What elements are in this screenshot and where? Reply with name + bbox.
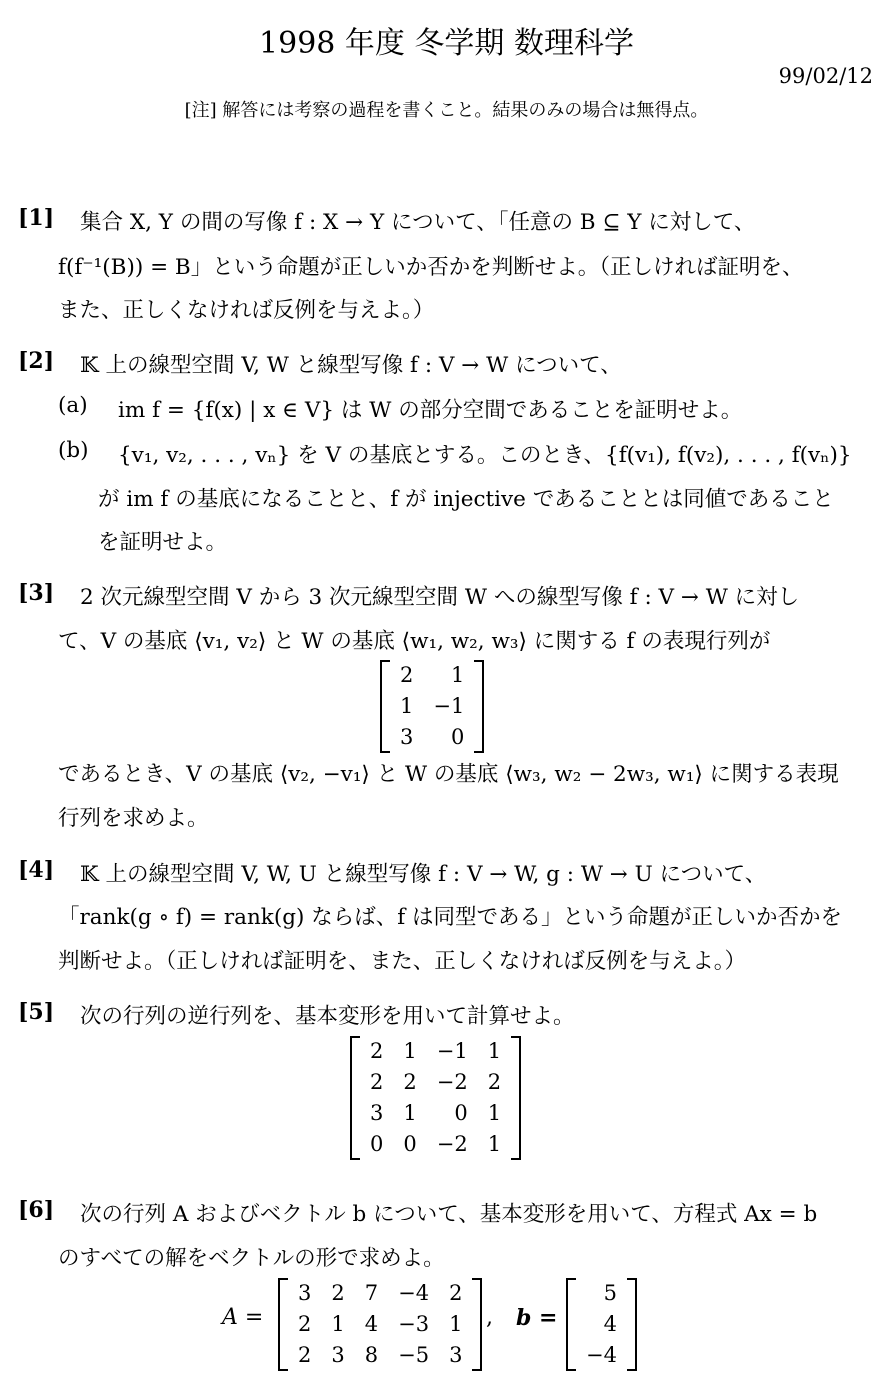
date: 99/02/12 xyxy=(778,64,873,88)
problem-2a-label: (a) xyxy=(58,393,88,418)
vector-b-label: b = xyxy=(516,1305,558,1331)
problem-6-line-2: のすべての解をベクトルの形で求めよ。 xyxy=(58,1246,445,1271)
matrix-row xyxy=(360,1036,511,1067)
matrix-row xyxy=(576,1340,627,1371)
matrix-cell: 5 xyxy=(603,1281,617,1305)
matrix-right-bracket xyxy=(627,1278,637,1371)
matrix-cell: 3 xyxy=(400,725,414,749)
matrix-cell: −1 xyxy=(433,694,465,718)
matrix-cell: −2 xyxy=(436,1070,468,1094)
problem-5-number: [5] xyxy=(18,999,55,1025)
page-title: 1998 年度 冬学期 数理科学 xyxy=(259,26,634,61)
matrix-row xyxy=(360,1098,511,1129)
matrix-cell: 2 xyxy=(403,1070,417,1094)
problem-2b-line-1: {v₁, v₂, . . . , vₙ} を V の基底とする。このとき、{f(v₁), f(v₂), . . . , f(vₙ)} xyxy=(118,443,852,468)
matrix-row xyxy=(360,1067,511,1098)
matrix-cell: 3 xyxy=(298,1281,312,1305)
vector-b xyxy=(566,1278,637,1371)
matrix-row xyxy=(390,722,474,753)
matrix-cell: 4 xyxy=(364,1312,379,1336)
matrix-cell: 0 xyxy=(450,725,465,749)
matrix-left-bracket xyxy=(566,1278,576,1371)
matrix-cell: 1 xyxy=(449,1312,463,1336)
matrix-cell: 7 xyxy=(364,1281,379,1305)
matrix-cell: 2 xyxy=(298,1312,312,1336)
problem-2a-text: im f = {f(x) | x ∈ V} は W の部分空間であることを証明せよ。 xyxy=(118,398,743,423)
matrix-cell: 3 xyxy=(370,1101,384,1125)
matrix-cell: 1 xyxy=(450,663,465,687)
matrix-a xyxy=(278,1278,482,1371)
matrix-right-bracket xyxy=(474,660,484,753)
matrix-cell: 3 xyxy=(449,1343,463,1367)
problem-5-matrix xyxy=(350,1036,521,1160)
matrix-cell: 2 xyxy=(331,1281,345,1305)
matrix-row xyxy=(576,1278,627,1309)
matrix-row xyxy=(360,1129,511,1160)
separator-comma: , xyxy=(486,1305,493,1330)
matrix-cell: 2 xyxy=(370,1039,384,1063)
problem-1-number: [1] xyxy=(18,205,55,231)
matrix-cell: 1 xyxy=(487,1132,502,1156)
matrix-cell: 1 xyxy=(403,1039,417,1063)
matrix-cell: 2 xyxy=(487,1070,502,1094)
matrix-cell: −5 xyxy=(398,1343,430,1367)
matrix-cell: 1 xyxy=(331,1312,345,1336)
problem-6-line-1: 次の行列 A およびベクトル b について、基本変形を用いて、方程式 Ax = b xyxy=(80,1202,818,1227)
matrix-cell: −3 xyxy=(398,1312,430,1336)
matrix-cell: 2 xyxy=(370,1070,384,1094)
matrix-row xyxy=(288,1309,472,1340)
matrix-a-label: A = xyxy=(222,1305,264,1330)
problem-1-line-2: f(f⁻¹(B)) = B」という命題が正しいか否かを判断せよ。（正しければ証明を、 xyxy=(58,255,804,280)
matrix-cell: −1 xyxy=(436,1039,468,1063)
matrix-row xyxy=(288,1278,472,1309)
problem-3-number: [3] xyxy=(18,580,55,606)
matrix-cell: 1 xyxy=(487,1101,502,1125)
problem-2b-line-3: を証明せよ。 xyxy=(98,530,228,555)
problem-2b-line-2: が im f の基底になることと、f が injective であることとは同値であること xyxy=(98,487,834,512)
problem-2b-label: (b) xyxy=(58,438,89,463)
matrix-cell: 1 xyxy=(400,694,414,718)
matrix-cell: 2 xyxy=(400,663,414,687)
matrix-cell: 0 xyxy=(454,1101,468,1125)
instruction-note: [注] 解答には考察の過程を書くこと。結果のみの場合は無得点。 xyxy=(184,100,709,121)
matrix-left-bracket xyxy=(278,1278,288,1371)
problem-3-matrix xyxy=(380,660,484,753)
problem-3-line-4: 行列を求めよ。 xyxy=(58,806,209,831)
problem-2-number: [2] xyxy=(18,348,55,374)
problem-4-line-1: 𝕂 上の線型空間 V, W, U と線型写像 f : V → W, g : W → U について、 xyxy=(80,862,767,887)
matrix-left-bracket xyxy=(350,1036,360,1160)
matrix-cell: 8 xyxy=(364,1343,379,1367)
matrix-row xyxy=(390,660,474,691)
problem-4-line-2: 「rank(g ∘ f) = rank(g) ならば、f は同型である」という命題が正しいか否かを xyxy=(58,905,842,930)
matrix-cell: 2 xyxy=(449,1281,463,1305)
problem-3-line-2: て、V の基底 ⟨v₁, v₂⟩ と W の基底 ⟨w₁, w₂, w₃⟩ に関する f の表現行列が xyxy=(58,629,771,654)
problem-4-number: [4] xyxy=(18,857,55,883)
problem-1-line-1: 集合 X, Y の間の写像 f : X → Y について、「任意の B ⊆ Y に対して、 xyxy=(80,210,756,235)
matrix-cell: 0 xyxy=(403,1132,417,1156)
matrix-cell: 0 xyxy=(370,1132,384,1156)
problem-2-line-1: 𝕂 上の線型空間 V, W と線型写像 f : V → W について、 xyxy=(80,353,622,378)
problem-1-line-3: また、正しくなければ反例を与えよ。） xyxy=(58,298,435,323)
problem-6-number: [6] xyxy=(18,1197,55,1223)
problem-3-line-1: 2 次元線型空間 V から 3 次元線型空間 W への線型写像 f : V → W に対し xyxy=(80,585,800,610)
matrix-right-bracket xyxy=(472,1278,482,1371)
matrix-row xyxy=(390,691,474,722)
matrix-row xyxy=(576,1309,627,1340)
matrix-cell: 1 xyxy=(403,1101,417,1125)
matrix-cell: 4 xyxy=(603,1312,617,1336)
matrix-cell: 1 xyxy=(487,1039,502,1063)
matrix-right-bracket xyxy=(511,1036,521,1160)
problem-5-line-1: 次の行列の逆行列を、基本変形を用いて計算せよ。 xyxy=(80,1004,575,1029)
matrix-row xyxy=(288,1340,472,1371)
matrix-cell: −4 xyxy=(586,1343,617,1367)
problem-4-line-3: 判断せよ。（正しければ証明を、また、正しくなければ反例を与えよ。） xyxy=(58,949,747,974)
matrix-left-bracket xyxy=(380,660,390,753)
problem-3-line-3: であるとき、V の基底 ⟨v₂, −v₁⟩ と W の基底 ⟨w₃, w₂ − 2w₃, w₁⟩ に関する表現 xyxy=(58,762,839,787)
matrix-cell: −4 xyxy=(398,1281,430,1305)
matrix-cell: 3 xyxy=(331,1343,345,1367)
matrix-cell: −2 xyxy=(436,1132,468,1156)
matrix-cell: 2 xyxy=(298,1343,312,1367)
